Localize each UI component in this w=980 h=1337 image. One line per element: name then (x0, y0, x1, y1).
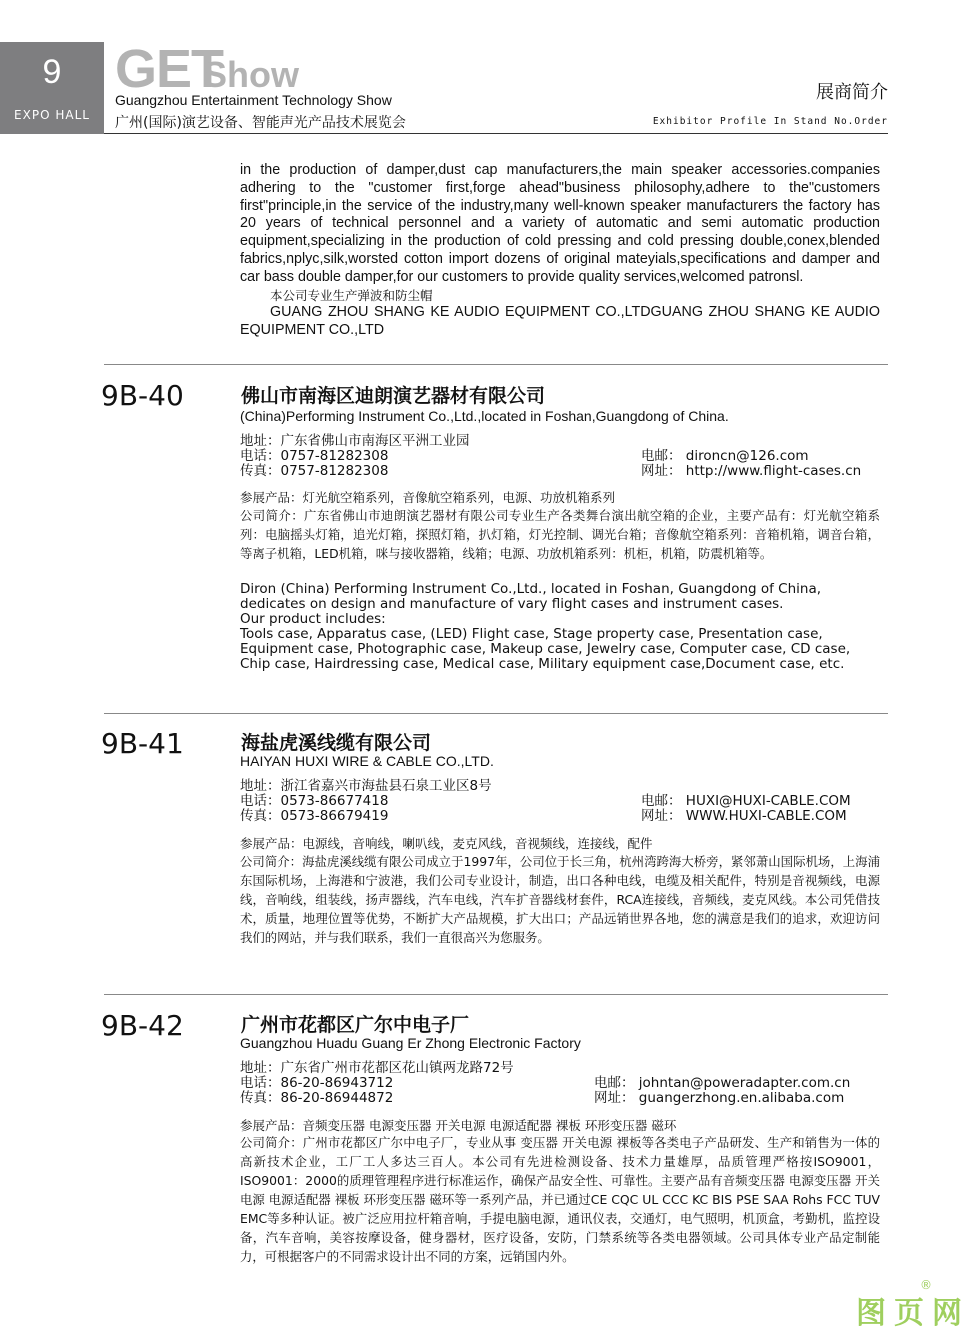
intro-block (240, 162, 880, 340)
address: 地址：广东省广州市花都区花山镇两龙路72号 (240, 1060, 514, 1076)
brand-english-name: Guangzhou Entertainment Technology Show (115, 92, 392, 108)
brand-chinese-name: 广州(国际)演艺设备、智能声光产品技术展览会 (115, 115, 406, 131)
phone: 电话：0573-86677418 (240, 793, 389, 809)
website[interactable]: 网址： http://www.flight-cases.cn (641, 463, 862, 479)
address: 地址：浙江省嘉兴市海盐县石泉工业区8号 (240, 778, 492, 794)
company-intro-cn: 公司简介：广州市花都区广尔中电子厂，专业从事 变压器 开关电源 裸板等各类电子产品研发、生产和销售为一体的高新技术企业，工厂工人多达三百人。本公司有先进检测设备、技术力量雄厚，品质管理严格按ISO9001，ISO9001：2000的质理管理程序进行标准运作，确保产品安全性、可靠性。主要产品有音频变压器 电源变压器 开关电源 电源适配器 裸板 环形变压器 磁环等一系列产品，并已通过CE CQC UL CCC KC BIS PSE SAA Rohs FCC TUV EMC等多种认证。被广泛应用拉杆箱音响，手提电脑电源，通讯仪表，交通灯，电气照明，机顶盒，考勤机，监控设备，汽车音响，美容按摩设备，健身器材，医疗设备，安防，门禁系统等各类电器领域。公司具体专业产品定制能力，可根据客户的不同需求设计出不同的方案，远销国内外。 (240, 1135, 880, 1264)
website[interactable]: 网址： guangerzhong.en.alibaba.com (594, 1090, 845, 1106)
section-divider (104, 713, 888, 714)
intro-en-paragraph: Diron (China) Performing Instrument Co.,Ltd., located in Foshan, Guangdong of China, dedicates on design and manufacture of vary flight cases and instrument cases. (240, 581, 822, 612)
fax: 传真：0757-81282308 (240, 463, 389, 479)
intro-cn-line: 本公司专业生产弹波和防尘帽 (270, 287, 433, 303)
booth-number: 9B-42 (101, 1009, 184, 1042)
phone: 电话：0757-81282308 (240, 448, 389, 464)
contact-block (240, 779, 880, 824)
hall-badge (0, 42, 104, 134)
section-subtitle: Exhibitor Profile In Stand No.Order (652, 116, 888, 127)
exhibitor-name-en: HAIYAN HUXI WIRE & CABLE CO.,LTD. (240, 753, 494, 769)
company-intro-en (240, 582, 880, 672)
intro-paragraph: in the production of damper,dust cap manufacturers,the main speaker accessories.companies adhering to the "customer first,forge ahead"business philosophy,adhere to the"customers first"principle,in the service of the industry,many well-known speaker manufacturers the factory has 20 years of technical personnel and a variety of automatic and semi automatic production equipment,specializing in the production of cold pressing and cold pressing double,conex,blended fabrics,nplyc,silk,worsted cotton import dozens of original mateyials,specifications and damper and car bass double damper,for our customers to provide quality services,welcomed patronsl. (240, 162, 880, 285)
section-divider (104, 994, 888, 995)
brand-get: GET (115, 39, 224, 99)
email[interactable]: 电邮： johntan@poweradapter.com.cn (594, 1075, 851, 1091)
hall-label: EXPO HALL (14, 108, 90, 122)
phone: 电话：86-20-86943712 (240, 1075, 394, 1091)
products: 参展产品：音频变压器 电源变压器 开关电源 电源适配器 裸板 环形变压器 磁环 (240, 1118, 677, 1133)
intro-company-line: GUANG ZHOU SHANG KE AUDIO EQUIPMENT CO.,LTDGUANG ZHOU SHANG KE AUDIO EQUIPMENT CO.,LTD (240, 304, 880, 339)
products: 参展产品：电源线，音响线，喇叭线，麦克风线，音视频线，连接线，配件 (240, 836, 653, 851)
intro-en-paragraph: Our product includes: (240, 611, 386, 627)
address: 地址：广东省佛山市南海区平洲工业园 (240, 433, 470, 449)
booth-number: 9B-41 (101, 727, 184, 760)
company-intro-cn: 公司简介：海盐虎溪线缆有限公司成立于1997年，公司位于长三角，杭州湾跨海大桥旁，紧邻萧山国际机场，上海浦东国际机场，上海港和宁波港，我们公司专业设计，制造，出口各种电线，电缆及相关配件，特别是音视频线，电源线，音响线，组装线，扬声器线，汽车电线，汽车扩音器线材套件，RCA连接线，音频线，麦克风线。本公司凭借技术，质量，地理位置等优势，不断扩大产品规模，扩大出口；产品远销世界各地，您的满意是我们的追求，欢迎访问我们的网站，并与我们联系，我们一直很高兴为您服务。 (240, 854, 880, 945)
email[interactable]: 电邮： HUXI@HUXI-CABLE.COM (641, 793, 851, 809)
products: 参展产品：灯光航空箱系列，音像航空箱系列，电源、功放机箱系列 (240, 490, 616, 505)
contact-block (240, 1061, 880, 1106)
company-intro-cn: 公司简介：广东省佛山市迪朗演艺器材有限公司专业生产各类舞台演出航空箱的企业，主要产品有：灯光航空箱系列：电脑摇头灯箱，追光灯箱，探照灯箱，扒灯箱，灯光控制、调光台箱；音像航空箱系列：音箱机箱，调音台箱，等离子机箱，LED机箱，咪与接收器箱，线箱；电源、功放机箱系列：机柜，机箱，防震机箱等。 (240, 508, 880, 561)
brand-show: Show (203, 54, 299, 95)
exhibitor-name-cn: 佛山市南海区迪朗演艺器材有限公司 (241, 385, 546, 407)
fax: 传真：86-20-86944872 (240, 1090, 394, 1106)
booth-number: 9B-40 (101, 379, 184, 412)
website[interactable]: 网址： WWW.HUXI-CABLE.COM (641, 808, 847, 824)
exhibitor-name-cn: 海盐虎溪线缆有限公司 (241, 732, 432, 754)
section-divider (104, 364, 888, 365)
watermark: 图页网 (856, 1296, 970, 1331)
intro-en-paragraph: Tools case, Apparatus case, (LED) Flight case, Stage property case, Presentation case, Equipment case, Photographic case, Makeup case, Jewelry case, Computer case, CD case, Chip case, Hairdressing case, Medical case, Military equipment case,Document case, etc. (240, 626, 851, 672)
section-title: 展商简介 (816, 82, 888, 103)
hall-number: 9 (42, 53, 62, 91)
exhibitor-name-en: (China)Performing Instrument Co.,Ltd.,located in Foshan,Guangdong of China. (240, 408, 729, 424)
contact-block (240, 434, 880, 479)
fax: 传真：0573-86679419 (240, 808, 389, 824)
exhibitor-name-en: Guangzhou Huadu Guang Er Zhong Electronic Factory (240, 1035, 581, 1051)
header-divider (104, 133, 888, 134)
email[interactable]: 电邮： dironcn@126.com (641, 448, 809, 464)
registered-mark: ® (920, 1278, 932, 1292)
exhibitor-name-cn: 广州市花都区广尔中电子厂 (241, 1014, 470, 1036)
